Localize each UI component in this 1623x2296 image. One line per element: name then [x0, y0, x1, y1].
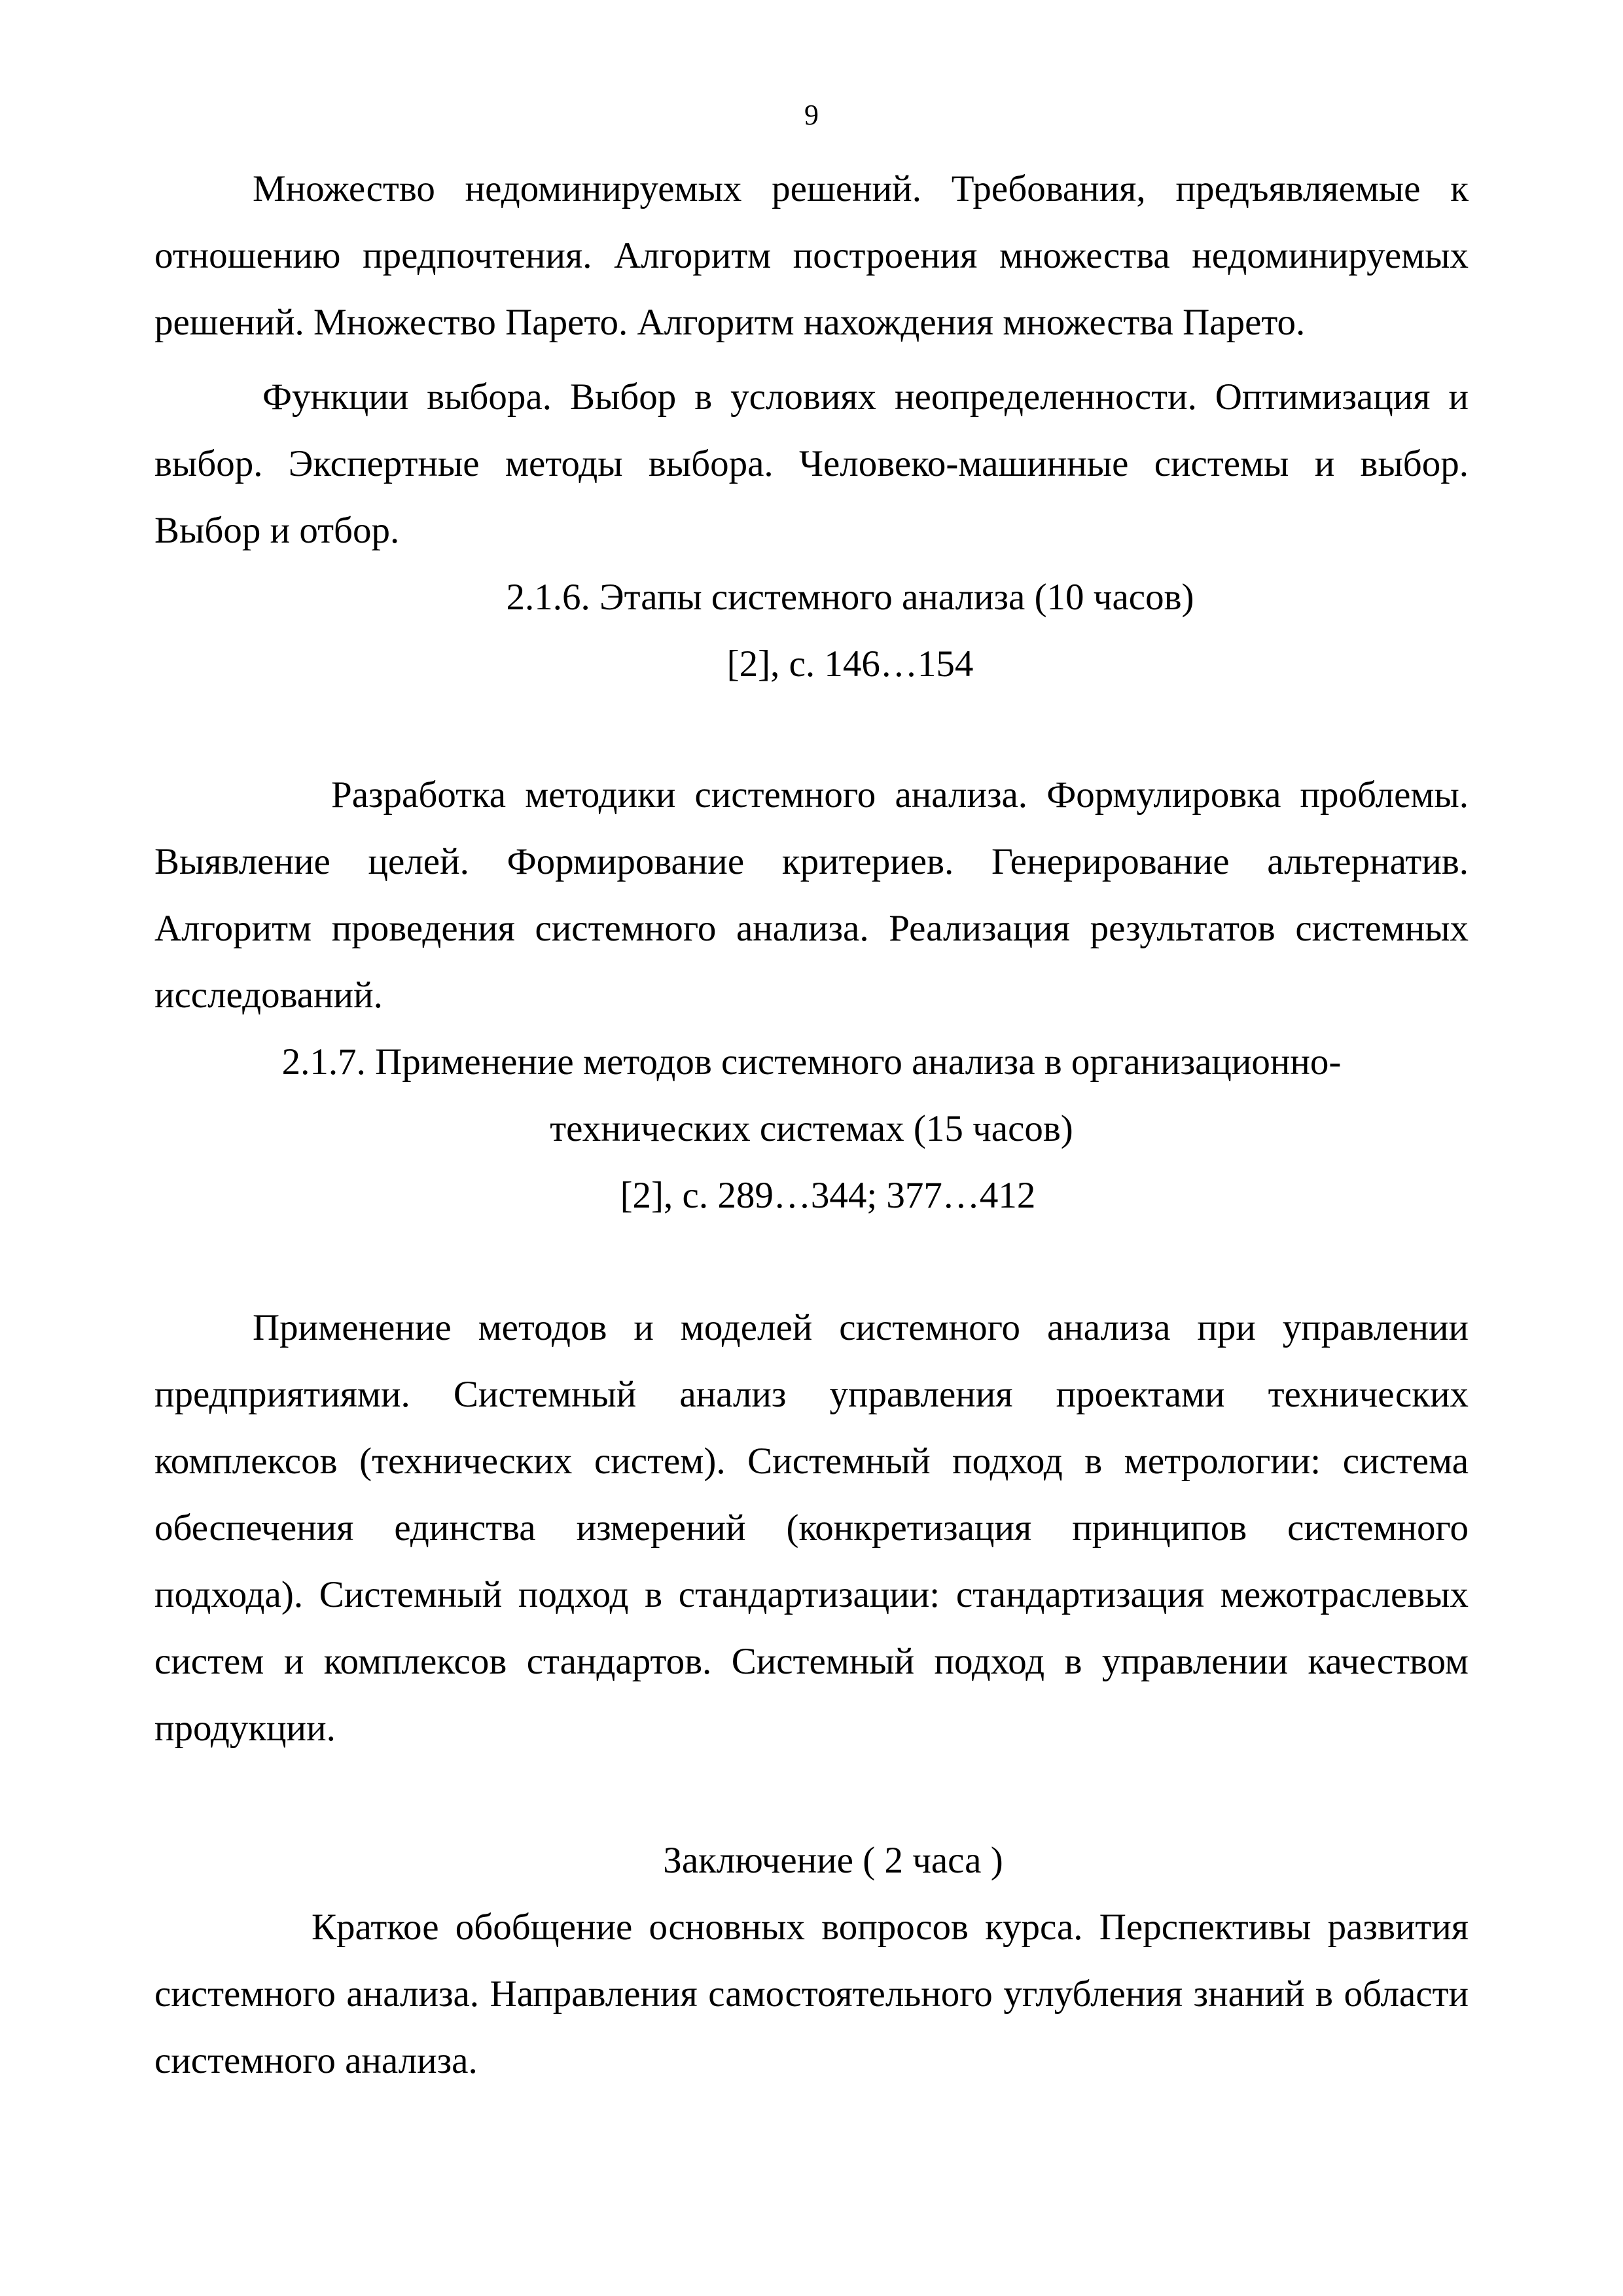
section-2-1-7-title-line2: технических системах (15 часов) — [550, 1108, 1073, 1149]
paragraph-applications: Применение методов и моделей системного анализа при управлении предприятиями. Системный анализ управления проектами технических комплексов (технических систем). Системный подход в метрологии: система обеспечения единства измерений (конкретизация принципов системного подхода). Системный подход в стандартизации: стандартизация межотраслевых систем и комплексов стандартов. Системный подход в управлении качеством продукции. — [154, 1307, 1469, 1749]
conclusion-title: Заключение ( 2 часа ) — [663, 1840, 1003, 1881]
paragraph-methodology: Разработка методики системного анализа. Формулировка проблемы. Выявление целей. Формирование критериев. Генерирование альтернатив. Алгоритм проведения системного анализа. Реализация результатов системных исследований. — [154, 774, 1469, 1016]
spacer — [154, 356, 1469, 364]
section-2-1-6-reference: [2], с. 146…154 — [726, 643, 974, 685]
page-content — [154, 156, 1469, 2094]
spacer — [154, 1762, 1469, 1827]
section-2-1-6-title: 2.1.6. Этапы системного анализа (10 часов) — [506, 577, 1194, 618]
paragraph-pareto: Множество недоминируемых решений. Требования, предъявляемые к отношению предпочтения. Алгоритм построения множества недоминируемых решений. Множество Парето. Алгоритм нахождения множества Парето. — [154, 168, 1469, 343]
page-number: 9 — [804, 99, 819, 131]
section-2-1-7-reference: [2], с. 289…344; 377…412 — [620, 1175, 1036, 1216]
spacer — [154, 1229, 1469, 1295]
paragraph-choice-functions: Функции выбора. Выбор в условиях неопределенности. Оптимизация и выбор. Экспертные методы выбора. Человеко-машинные системы и выбор. Выбор и отбор. — [154, 376, 1469, 551]
section-2-1-7-title-line1: 2.1.7. Применение методов системного анализа в организационно- — [281, 1041, 1342, 1083]
paragraph-conclusion: Краткое обобщение основных вопросов курса. Перспективы развития системного анализа. Направления самостоятельного углубления знаний в области системного анализа. — [154, 1907, 1469, 2081]
spacer — [154, 698, 1469, 762]
